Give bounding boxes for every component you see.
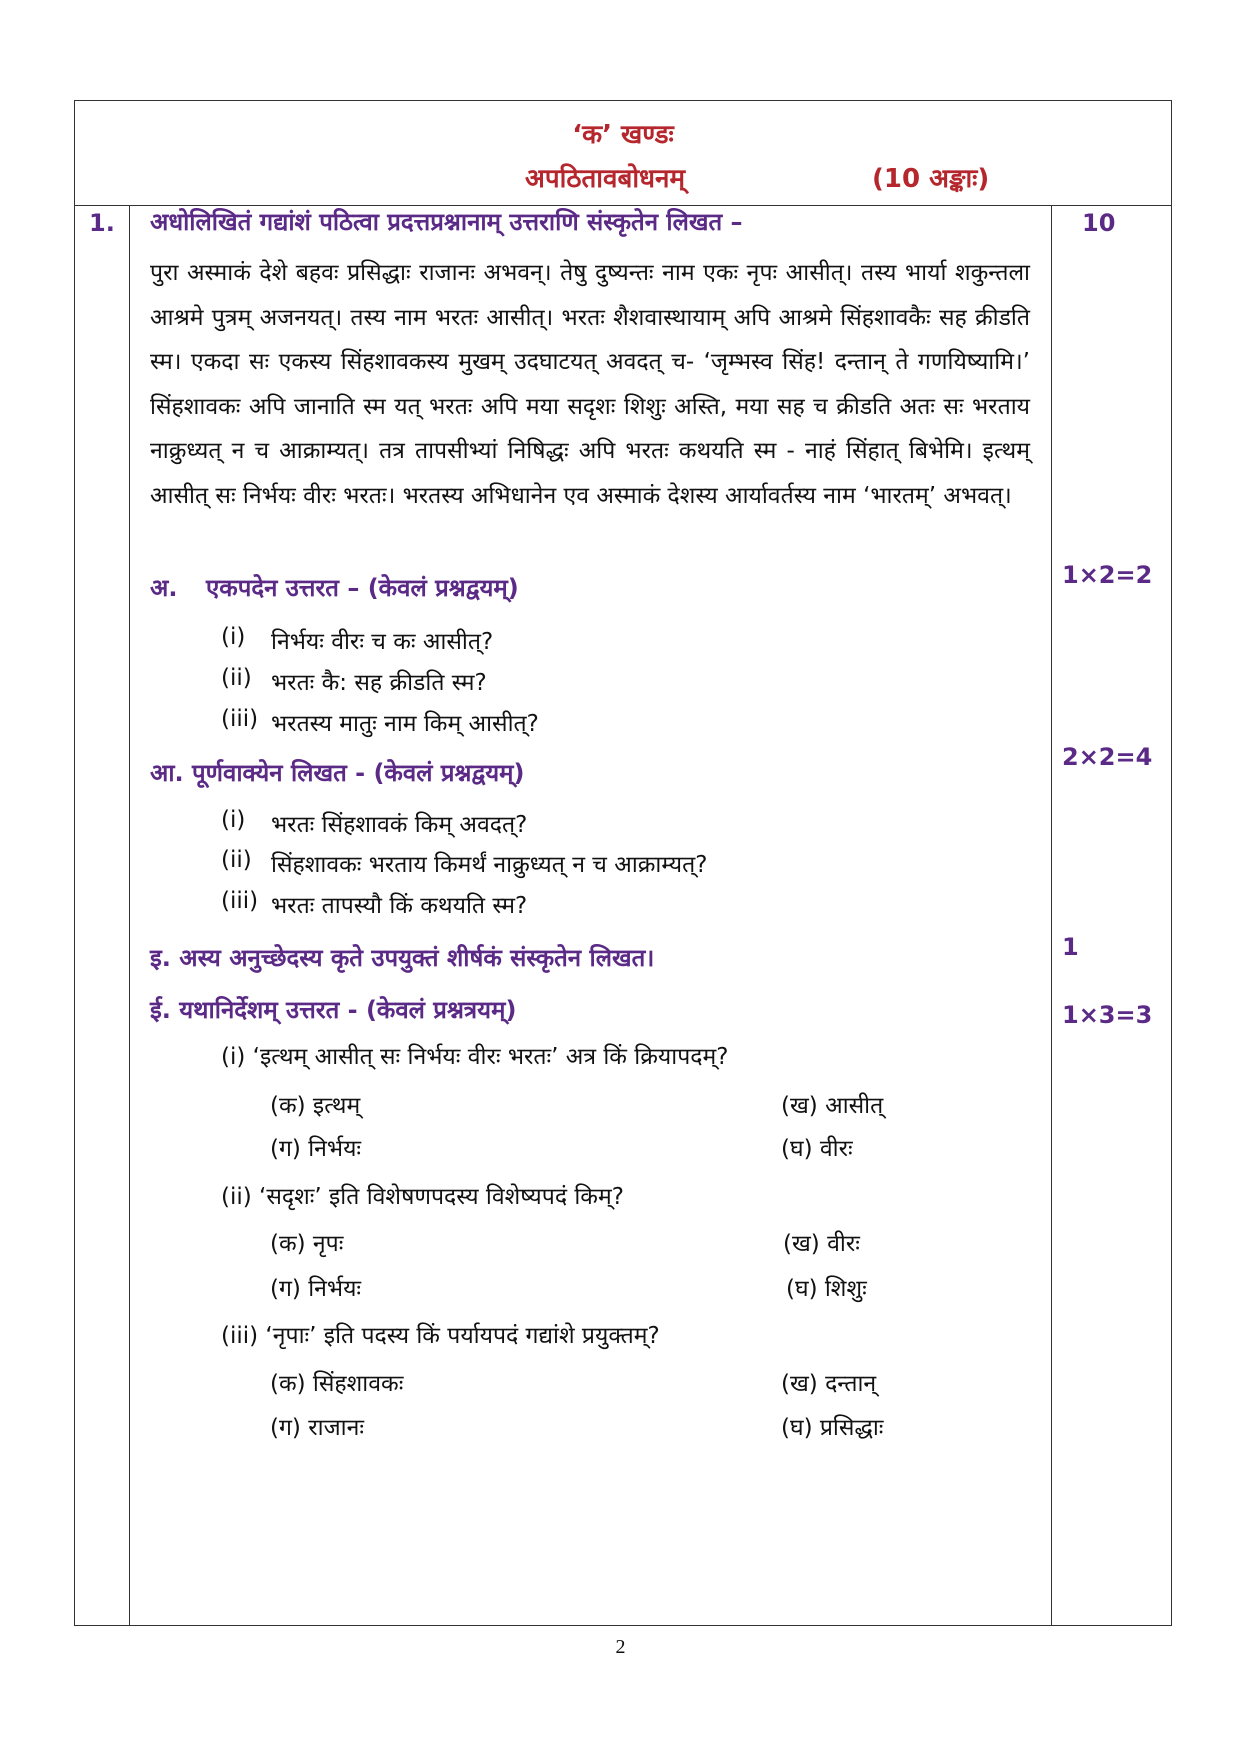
section-title: ‘क’ खण्डः [572,120,674,150]
part-aa-item-3-num: (iii) [221,888,259,914]
part-a-item-3-num: (iii) [221,706,259,732]
part-ii-q2-option-gha: (घ) शिशुः [786,1276,867,1302]
part-i-marks: 1 [1062,933,1079,961]
column-divider-left [129,205,130,1625]
part-a-item-1-num: (i) [221,624,246,650]
section-header [75,101,1171,206]
part-aa-title: आ. पूर्णवाक्येन लिखत - (केवलं प्रश्नद्वयम्) [150,759,525,787]
part-ii-q1-text: (i) ‘इत्थम् आसीत् सः निर्भयः वीरः भरतः’ अत्र किं क्रियापदम्? [221,1044,729,1070]
part-a-item-1-text: निर्भयः वीरः च कः आसीत्? [271,629,494,655]
part-ii-q2-option-ga: (ग) निर्भयः [270,1276,362,1302]
part-aa-marks: 2×2=4 [1062,743,1153,771]
part-a-marks: 1×2=2 [1062,561,1153,589]
part-aa-item-1-text: भरतः सिंहशावकं किम् अवदत्? [271,812,528,838]
part-ii-q2-text: (ii) ‘सदृशः’ इति विशेषणपदस्य विशेष्यपदं किम्? [221,1184,624,1210]
part-ii-q1-option-ga: (ग) निर्भयः [270,1136,362,1162]
part-i-title: इ. अस्य अनुच्छेदस्य कृते उपयुक्तं शीर्षकं संस्कृतेन लिखत। [150,944,655,972]
part-ii-title: ई. यथानिर्देशम् उत्तरत - (केवलं प्रश्नत्रयम्) [150,996,517,1024]
part-ii-q3-option-ka: (क) सिंहशावकः [270,1371,404,1397]
part-ii-q3-option-ga: (ग) राजानः [270,1415,365,1441]
part-ii-q1-option-kha: (ख) आसीत् [781,1093,884,1119]
part-ii-q2-option-kha: (ख) वीरः [783,1231,860,1257]
part-aa-item-2-num: (ii) [221,847,252,873]
part-a-item-2-num: (ii) [221,665,252,691]
question-frame [74,100,1172,1626]
part-a-item-2-text: भरतः कै: सह क्रीडति स्म? [271,670,487,696]
passage-text: पुरा अस्माकं देशे बहवः प्रसिद्धाः राजानः अभवन्। तेषु दुष्यन्तः नाम एकः नृपः आसीत्। तस्य भार्या शकुन्तला आश्रमे पुत्रम् अजनयत्। तस्य नाम भरतः आसीत्। भरतः शैशवास्थायाम् अपि आश्रमे सिंहशावकैः सह क्रीडति स्म। एकदा सः एकस्य सिंहशावकस्य मुखम् उदघाटयत् अवदत् च- ‘जृम्भस्व सिंह! दन्तान् ते गणयिष्यामि।’ सिंहशावकः अपि जानाति स्म यत् भरतः अपि मया सदृशः शिशुः अस्ति, मया सह च क्रीडति अतः सः भरताय नाक्रुध्यत् न च आक्राम्यत्। तत्र तापसीभ्यां निषिद्धः अपि भरतः कथयति स्म - नाहं सिंहात् बिभेमि। इत्थम् आसीत् सः निर्भयः वीरः भरतः। भरतस्य अभिधानेन एव अस्माकं देशस्य आर्यावर्तस्य नाम ‘भारतम्’ अभवत्। [150,260,1030,509]
part-ii-q3-text: (iii) ‘नृपाः’ इति पदस्य किं पर्यायपदं गद्यांशे प्रयुक्तम्? [221,1323,660,1349]
section-subtitle: अपठितावबोधनम् [525,164,686,194]
part-ii-q1-option-gha: (घ) वीरः [781,1136,853,1162]
part-aa-item-2-text: सिंहशावकः भरताय किमर्थं नाक्रुध्यत् न च आक्राम्यत्? [271,852,708,878]
part-ii-q3-option-gha: (घ) प्रसिद्धाः [781,1415,884,1441]
part-aa-item-3-text: भरतः तापस्यौ किं कथयति स्म? [271,893,528,919]
part-a-item-3-text: भरतस्य मातुः नाम किम् आसीत्? [271,711,539,737]
part-a-label: अ. [150,574,178,602]
page-number: 2 [615,1636,626,1658]
question-number: 1. [89,209,115,237]
part-ii-q3-option-kha: (ख) दन्तान् [781,1371,877,1397]
part-aa-item-1-num: (i) [221,807,246,833]
question-marks: 10 [1082,209,1116,237]
part-ii-q2-option-ka: (क) नृपः [270,1231,344,1257]
part-a-title: एकपदेन उत्तरत – (केवलं प्रश्नद्वयम्) [206,574,519,602]
question-instruction: अधोलिखितं गद्यांशं पठित्वा प्रदत्तप्रश्नानाम् उत्तराणि संस्कृतेन लिखत – [150,208,743,236]
part-ii-q1-option-ka: (क) इत्थम् [270,1093,361,1119]
part-ii-marks: 1×3=3 [1062,1001,1153,1029]
column-divider-right [1051,205,1052,1625]
section-marks: (10 अङ्काः) [872,164,990,194]
